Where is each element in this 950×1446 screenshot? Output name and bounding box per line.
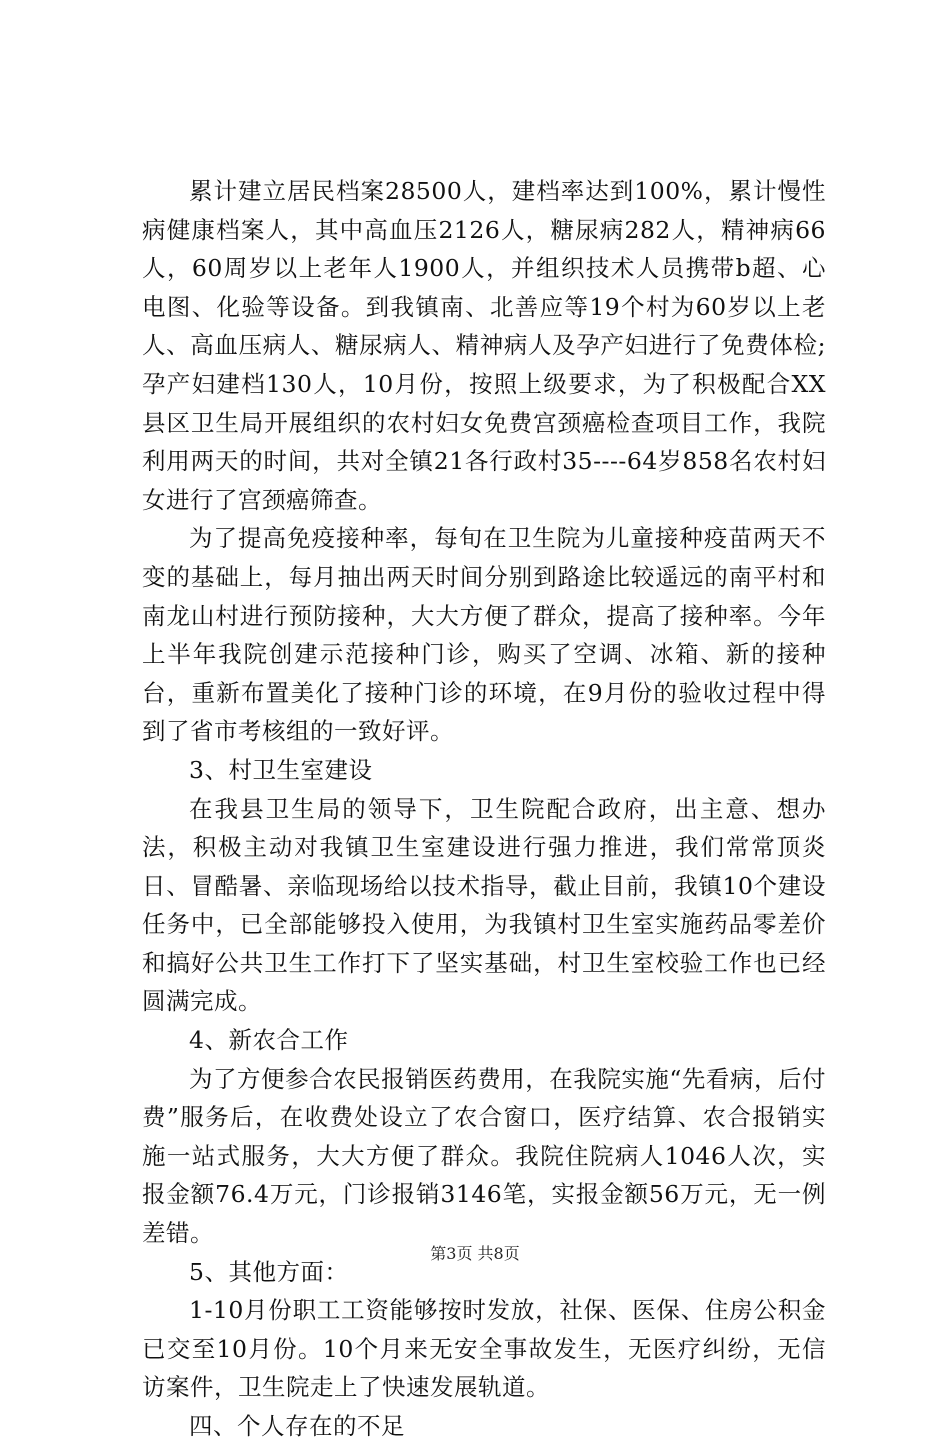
section-heading-other: 5、其他方面： <box>189 1257 349 1286</box>
section-heading-village-clinic: 3、村卫生室建设 <box>189 755 373 784</box>
section-heading-rural-cooperative: 4、新农合工作 <box>189 1026 349 1055</box>
section-heading-shortcomings: 四、个人存在的不足 <box>189 1412 405 1440</box>
paragraph-village-clinic: 在我县卫生局的领导下，卫生院配合政府，出主意、想办法，积极主动对我镇卫生室建设进行强力推进，我们常常顶炎日、冒酷暑、亲临现场给以技术指导，截止目前，我镇10个建设任务中，已全部能够投入使用，为我镇村卫生室实施药品零差价和搞好公共卫生工作打下了坚实基础，村卫生室校验工作也已经圆满完成。 <box>142 794 826 1016</box>
paragraph-other: 1-10月份职工工资能够按时发放，社保、医保、住房公积金已交至10月份。10个月来无安全事故发生，无医疗纠纷，无信访案件，卫生院走上了快速发展轨道。 <box>142 1296 826 1402</box>
paragraph-rural-cooperative: 为了方便参合农民报销医药费用，在我院实施“先看病，后付费”服务后，在收费处设立了农合窗口，医疗结算、农合报销实施一站式服务，大大方便了群众。我院住院病人1046人次，实报金额76.4万元，门诊报销3146笔，实报金额56万元，无一例差错。 <box>142 1064 826 1248</box>
page-footer: 第3页 共8页 <box>430 1244 520 1263</box>
paragraph-health-records: 累计建立居民档案28500人，建档率达到100%，累计慢性病健康档案人，其中高血压2126人，糖尿病282人，精神病66人，60周岁以上老年人1900人，并组织技术人员携带b超、心电图、化验等设备。到我镇南、北善应等19个村为60岁以上老人、高血压病人、糖尿病人、精神病人及孕产妇进行了免费体检;孕产妇建档130人，10月份，按照上级要求，为了积极配合XX县区卫生局开展组织的农村妇女免费宫颈癌检查项目工作，我院利用两天的时间，共对全镇21各行政村35----64岁858名农村妇女进行了宫颈癌筛查。 <box>142 177 826 514</box>
paragraph-vaccination: 为了提高免疫接种率，每旬在卫生院为儿童接种疫苗两天不变的基础上，每月抽出两天时间分别到路途比较遥远的南平村和南龙山村进行预防接种，大大方便了群众，提高了接种率。今年上半年我院创建示范接种门诊，购买了空调、冰箱、新的接种台，重新布置美化了接种门诊的环境，在9月份的验收过程中得到了省市考核组的一致好评。 <box>142 524 826 746</box>
